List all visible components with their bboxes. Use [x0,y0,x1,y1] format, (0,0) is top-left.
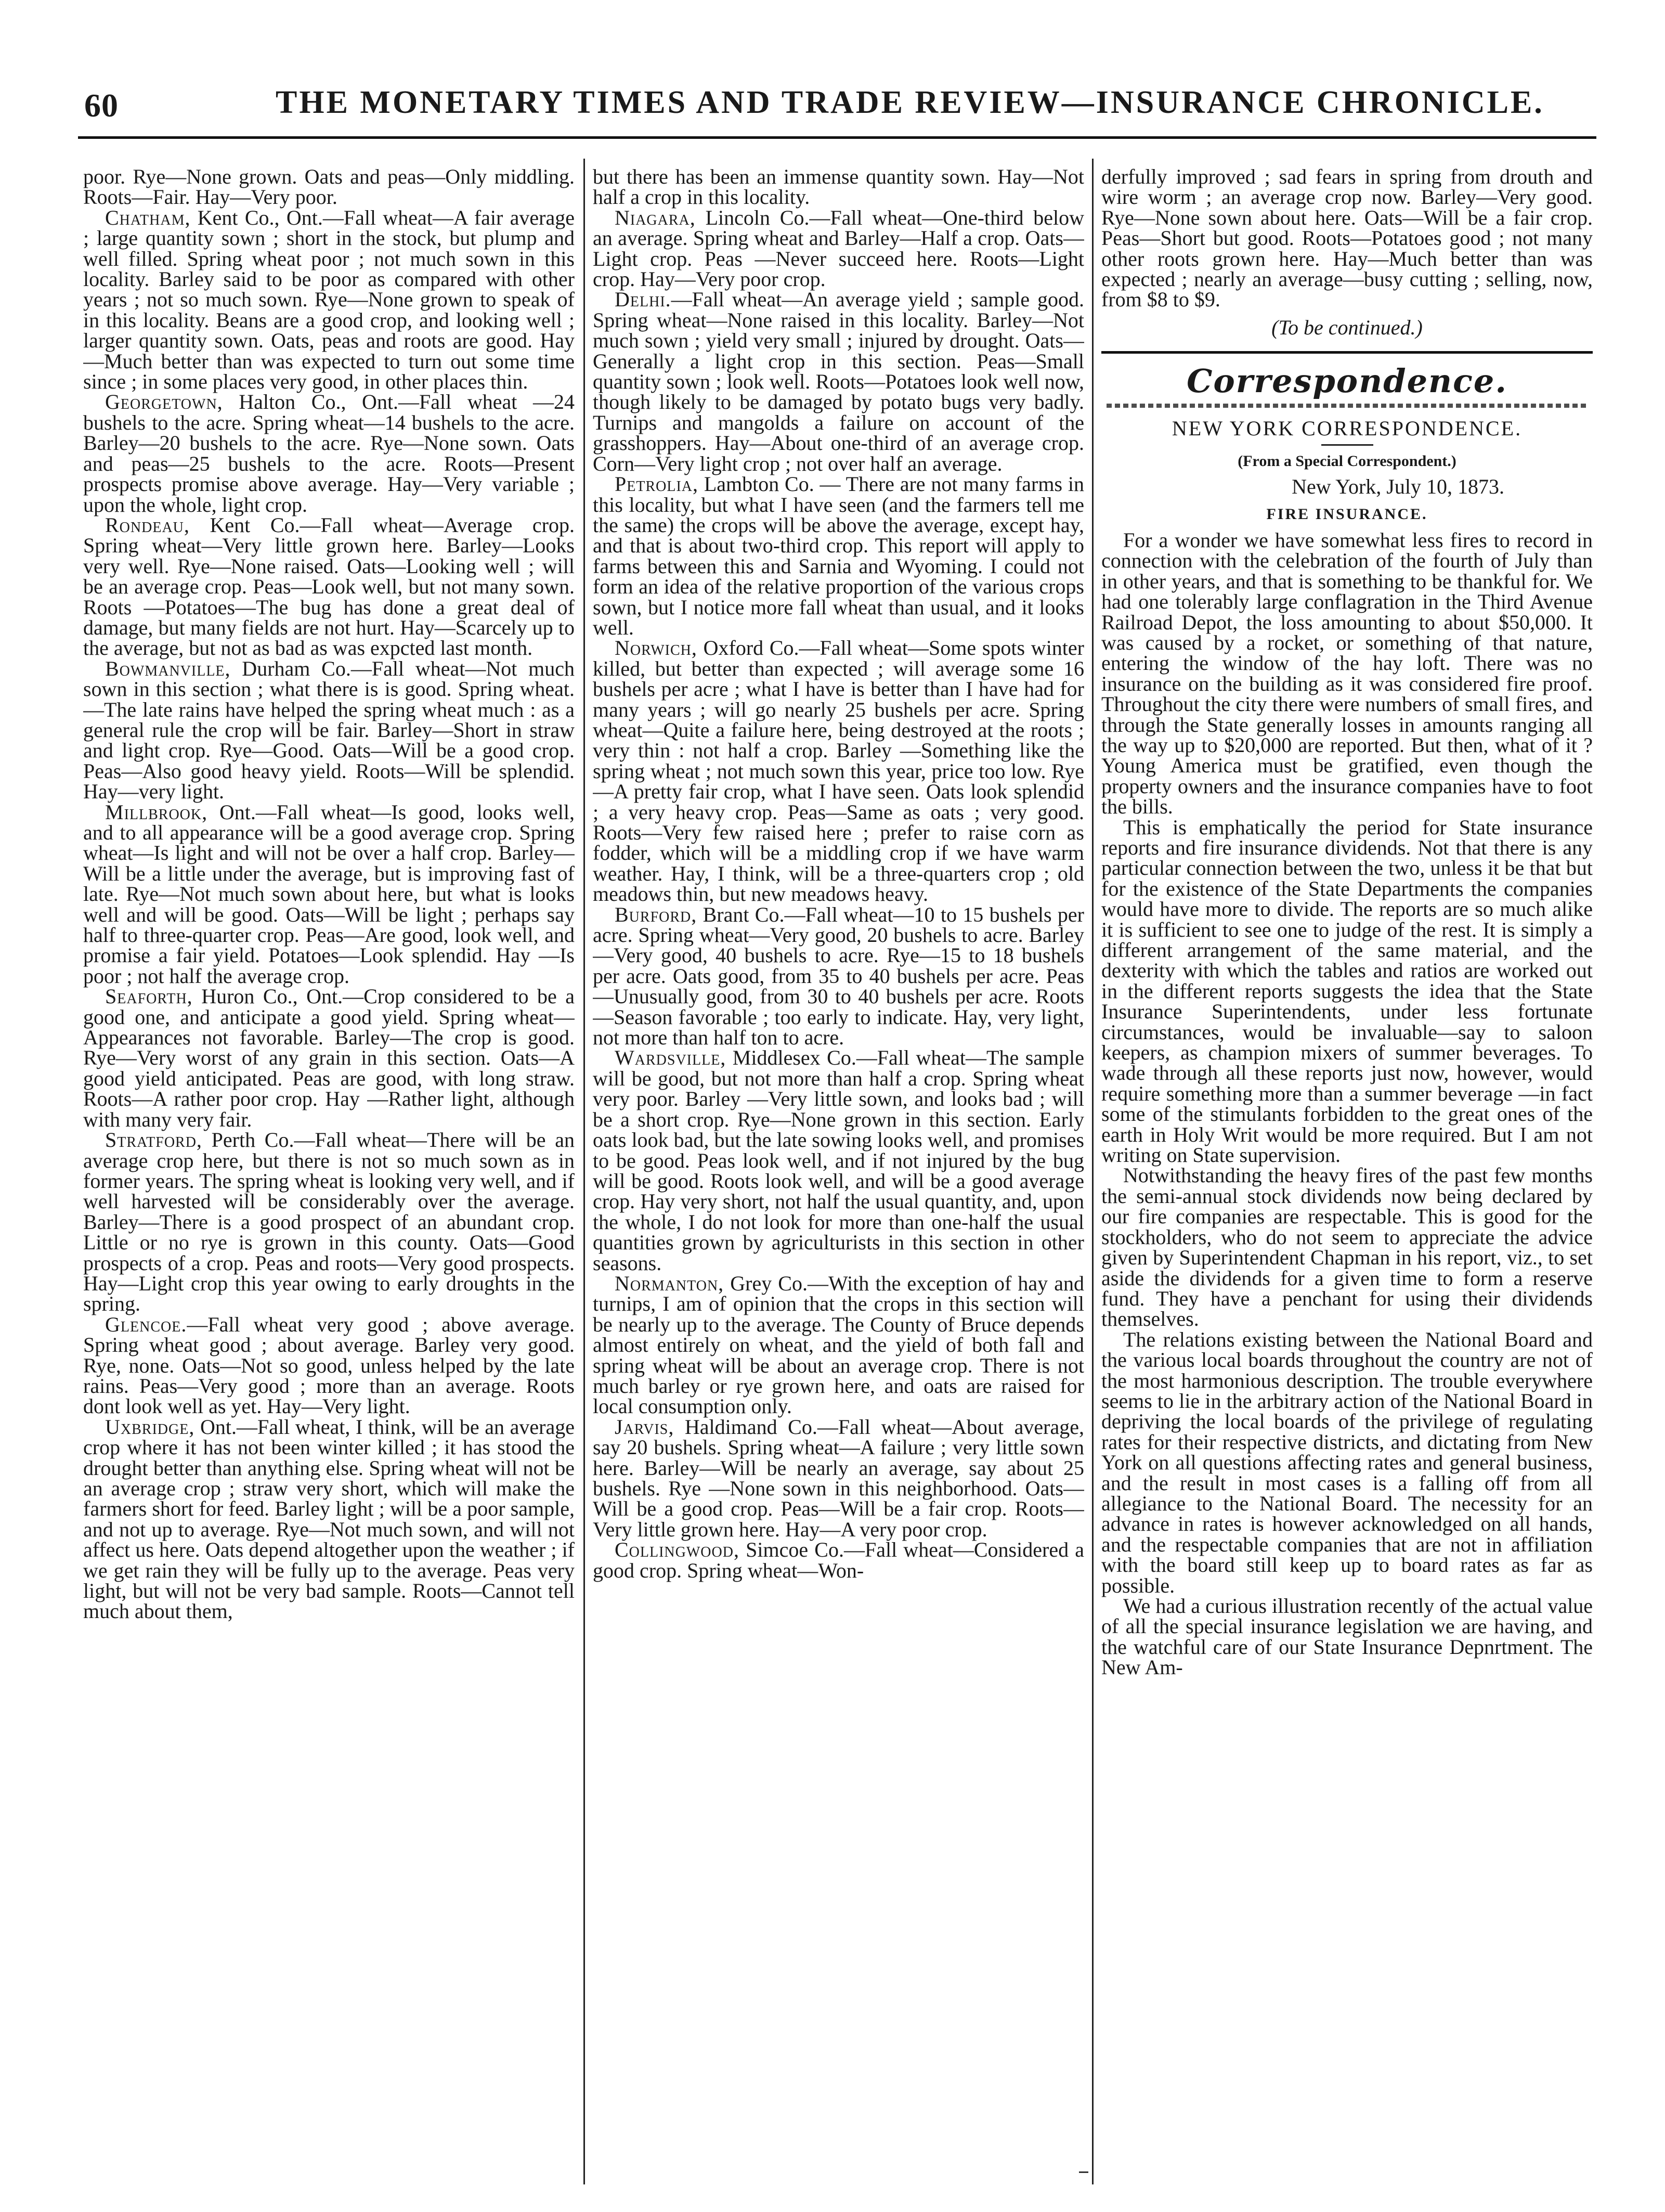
place-name: Georgetown, [105,390,223,414]
place-name: Norwich, [615,636,697,660]
crop-report: poor. Rye—None grown. Oats and peas—Only middling. Roots—Fair. Hay—Very poor. [83,166,575,209]
crop-report: Petrolia, Lambton Co. — There are not many farms in this locality, but what I have seen (and the farmers tell me the same) the crops will be above the average, except hay, and that is about two-third crop. This report will apply to farms between this and Sarnia and Wyoming. I could not form an idea of the relative proportion of the various crops sown, but I notice more fall wheat than usual, and it looks well. [593,472,1084,639]
crop-report: Georgetown, Halton Co., Ont.—Fall wheat —24 bushels to the acre. Spring wheat—14 bushels to the acre. Barley—20 bushels to the acre. Rye—None sown. Oats and peas—25 bushels to the acre. Roots—Present prospects promise above average. Hay—Very variable ; upon the whole, light crop. [83,390,575,516]
short-rule [1321,444,1373,446]
place-name: Jarvis, [615,1415,674,1439]
article-paragraph: This is emphatically the period for State insurance reports and fire insurance dividends. Not that there is any particular connection between the two, unless it be that but for the existence of the State Departments the companies would have more to divide. The reports are so much alike it is sufficient to see one to judge of the rest. It is simply a different arrangement of the same material, and the dexterity with which the tables and ratios are worked out in the different reports suggests the idea that the State Insurance Superintendents, under less fortunate circumstances, would be invaluable—say to saloon keepers, as champion mixers of summer beverages. To wade through all these reports just now, however, would require something more than a summer beverage —in fact some of the stimulants forbidden to the great ones of the earth in Holy Writ would be more required. But I am not writing on State supervision. [1101,815,1593,1167]
footer-mark [1079,2171,1088,2173]
article-paragraph: For a wonder we have somewhat less fires to record in connection with the celebration of the fourth of July than in other years, and that is something to be thankful for. We had one tolerably large conflagration in the Third Avenue Railroad Depot, the loss amounting to about $50,000. It was caused by a rocket, or something of that nature, entering the window of the hay loft. There was no insurance on the building as it was considered fire proof. Throughout the city there were numbers of small fires, and through the State generally losses in amounts ranging all the way up to $20,000 are reported. But then, what of it ? Young America must be gratified, even though the property owners and the insurance companies have to foot the bills. [1101,528,1593,819]
place-name: Delhi. [615,288,671,312]
page-header [78,82,1596,129]
byline: (From a Special Correspondent.) [1238,452,1456,470]
crop-report: Niagara, Lincoln Co.—Fall wheat—One-third below an average. Spring wheat and Barley—Half a crop. Oats—Light crop. Peas —Never succeed here. Roots—Light crop. Hay—Very poor crop. [593,205,1084,291]
article-paragraph: We had a curious illustration recently of the actual value of all the special insurance legislation we are having, and the watchful care of our State Insurance Depnrtment. The New Am- [1101,1594,1593,1679]
crop-report: Normanton, Grey Co.—With the exception of hay and turnips, I am of opinion that the crops in this section will be nearly up to the average. The County of Bruce depends almost entirely on wheat, and the yield of both fall and spring wheat will be about an average crop. There is not much barley or rye grown here, and oats are raised for local consumption only. [593,1271,1084,1418]
place-name: Niagara, [615,205,696,229]
column-3 [1101,166,1593,2184]
place-name: Uxbridge, [105,1415,195,1439]
crop-report: Wardsville, Middlesex Co.—Fall wheat—The sample will be good, but not more than half a crop. Spring wheat very poor. Barley —Very little sown, and looks bad ; will be a short crop. Rye—None grown in this section. Early oats look bad, but the late sowing looks well, and promises to be good. Peas look well, and if not injured by the bug will be good. Roots look well, and will be a good average crop. Hay very short, not half the usual quantity, and, upon the whole, I do not look for more than one-half the usual quantities grown by agriculturists in this section in other seasons. [593,1046,1084,1275]
page-number: 60 [84,87,119,124]
place-name: Normanton, [615,1271,724,1295]
column-2 [593,166,1084,2184]
place-name: Stratford, [105,1128,202,1152]
crop-report: but there has been an immense quantity sown. Hay—Not half a crop in this locality. [593,166,1084,209]
crop-report: Rondeau, Kent Co.—Fall wheat—Average crop. Spring wheat—Very little grown here. Barley—Looks very well. Rye—None raised. Oats—Looking well ; will be an average crop. Peas—Look well, but not many sown. Roots —Potatoes—The bug has done a great deal of damage, but many fields are not hurt. Hay—Scarcely up to the average, but not as bad as was expcted last month. [83,513,575,660]
place-name: Glencoe. [105,1312,187,1336]
crop-report: Uxbridge, Ont.—Fall wheat, I think, will be an average crop where it has not been winter killed ; it has stood the drought better than anything else. Spring wheat will not be an average crop ; straw very short, which will make the farmers short for feed. Barley light ; will be a poor sample, and not up to average. Rye—Not much sown, and will not affect us here. Oats depend altogether upon the weather ; if we get rain they will be fully up to the average. Peas very light, but will not be very bad sample. Roots—Cannot tell much about them, [83,1415,575,1623]
section-title: Correspondence. [1187,362,1507,400]
running-title: THE MONETARY TIMES AND TRADE REVIEW—INSURANCE CHRONICLE. [276,85,1544,120]
column-divider [583,159,585,2184]
column-1 [83,166,575,2184]
place-name: Rondeau, [105,513,190,537]
place-name: Petrolia, [615,472,698,496]
ornamental-rule [1107,404,1588,408]
crop-report: Burford, Brant Co.—Fall wheat—10 to 15 bushels per acre. Spring wheat—Very good, 20 bushels to acre. Barley—Very good, 40 bushels to acre. Rye—15 to 18 bushels per acre. Oats good, from 35 to 40 bushels per acre. Peas—Unusually good, from 30 to 40 bushels per acre. Roots—Season favorable ; too early to indicate. Hay, very light, not more than half ton to acre. [593,902,1084,1050]
place-name: Collingwood, [615,1538,739,1562]
column-divider [1092,159,1094,2184]
article-paragraph: Notwithstanding the heavy fires of the past few months the semi-annual stock dividends now being declared by our fire companies are respectable. This is good for the stockholders, who do not seem to appreciate the advice given by Superintendent Chapman in his report, viz., to set aside the dividends for a given time to form a reserve fund. They have a penchant for using their dividends themselves. [1101,1163,1593,1331]
section-rule [1101,351,1593,354]
article-paragraph: The relations existing between the National Board and the various local boards throughout the country are not of the most harmonious description. The trouble everywhere seems to lie in the arbitrary action of the National Board in depriving the local boards of the privilege of regulating rates for their respective districts, and dictating from New York on all questions affecting rates and general business, and the result in most cases is a falling off from all allegiance to the National Board. The necessity for an advance in rates is however acknowledged on all hands, and the respectable companies that are not in affiliation with the board still keep up to board rates as far as possible. [1101,1327,1593,1597]
crop-report: Chatham, Kent Co., Ont.—Fall wheat—A fair average ; large quantity sown ; short in the stock, but plump and well filled. Spring wheat poor ; not much sown in this locality. Barley said to be poor as compared with other years ; not so much sown. Rye—None grown to speak of in this locality. Beans are a good crop, and looking well ; larger quantity sown. Oats, peas and roots are good. Hay—Much better than was expected to turn out some time since ; in some places very good, in other places thin. [83,205,575,394]
crop-report: Stratford, Perth Co.—Fall wheat—There will be an average crop here, but there is not so much sown as in former years. The spring wheat is looking very well, and if well harvested will be considerably over the average. Barley—There is a good prospect of an abundant crop. Little or no rye is grown in this county. Oats—Good prospects of a crop. Peas and roots—Very good prospects. Hay—Light crop this year owing to early droughts in the spring. [83,1128,575,1316]
place-name: Burford, [615,902,697,926]
crop-report: Collingwood, Simcoe Co.—Fall wheat—Considered a good crop. Spring wheat—Won- [593,1538,1084,1582]
crop-report: Jarvis, Haldimand Co.—Fall wheat—About average, say 20 bushels. Spring wheat—A failure ; very little sown here. Barley—Will be nearly an average, say about 25 bushels. Rye —None sown in this neighborhood. Oats—Will be a good crop. Peas—Will be a fair crop. Roots—Very little grown here. Hay—A very poor crop. [593,1415,1084,1541]
crop-report: derfully improved ; sad fears in spring from drouth and wire worm ; an average crop now. Barley—Very good. Rye—None sown about here. Oats—Will be a fair crop. Peas—Short but good. Roots—Potatoes good ; not many other roots grown here. Hay—Much better than was expected ; nearly an average—busy cutting ; selling, now, from $8 to $9. [1101,166,1593,312]
crop-report: Norwich, Oxford Co.—Fall wheat—Some spots winter killed, but better than expected ; will average some 16 bushels per acre ; what I have is better than I have had for many years ; will go nearly 25 bushels per acre. Spring wheat—Quite a failure here, being destroyed at the roots ; very thin : not half a crop. Barley —Something like the spring wheat ; not much sown this year, price too low. Rye—A pretty fair crop, what I have seen. Oats look splendid ; a very heavy crop. Peas—Same as oats ; very good. Roots—Very few raised here ; prefer to raise corn as fodder, which will be a middling crop if we have warm weather. Hay, I think, will be a three-quarters crop ; old meadows thin, but new meadows heavy. [593,636,1084,906]
place-name: Millbrook, [105,800,208,824]
crop-report: Delhi.—Fall wheat—An average yield ; sample good. Spring wheat—None raised in this locality. Barley—Not much sown ; yield very small ; injured by drought. Oats—Generally a light crop in this section. Peas—Small quantity sown ; look well. Roots—Potatoes look well now, though likely to be damaged by potato bugs very badly. Turnips and mangolds a failure on account of the grasshoppers. Hay—About one-third of an average crop. Corn—Very light crop ; not over half an average. [593,288,1084,475]
crop-report: Glencoe.—Fall wheat very good ; above average. Spring wheat good ; about average. Barley very good. Rye, none. Oats—Not so good, unless helped by the late rains. Peas—Very good ; more than an average. Roots dont look well as yet. Hay—Very light. [83,1312,575,1418]
crop-report: Bowmanville, Durham Co.—Fall wheat—Not much sown in this section ; what there is is good. Spring wheat.—The late rains have helped the spring wheat much : as a general rule the crop will be fair. Barley—Short in straw and light crop. Rye—Good. Oats—Will be a good crop. Peas—Also good heavy yield. Roots—Will be splendid. Hay—very light. [83,656,575,804]
article-heading: NEW YORK CORRESPONDENCE. [1172,417,1523,441]
dateline: New York, July 10, 1873. [1292,475,1504,499]
to-be-continued: (To be continued.) [1271,315,1423,339]
crop-report: Millbrook, Ont.—Fall wheat—Is good, looks well, and to all appearance will be a good average crop. Spring wheat—Is light and will not be over a half crop. Barley—Will be a little under the average, but is improving fast of late. Rye—Not much sown about here, but what is looks well and will be good. Oats—Will be light ; perhaps say half to three-quarter crop. Peas—Are good, look well, and promise a fair yield. Potatoes—Look splendid. Hay —Is poor ; not half the average crop. [83,800,575,988]
place-name: Wardsville, [615,1046,726,1070]
place-name: Seaforth, [105,985,193,1008]
topic-heading: FIRE INSURANCE. [1266,506,1428,523]
place-name: Bowmanville, [105,656,231,680]
header-rule [78,136,1596,139]
crop-report: Seaforth, Huron Co., Ont.—Crop considered to be a good one, and anticipate a good yield. Spring wheat—Appearances not favorable. Barley—The crop is good. Rye—Very worst of any grain in this section. Oats—A good yield anticipated. Peas are good, with long straw. Roots—A rather poor crop. Hay —Rather light, although with many very fair. [83,985,575,1131]
place-name: Chatham, [105,205,191,229]
